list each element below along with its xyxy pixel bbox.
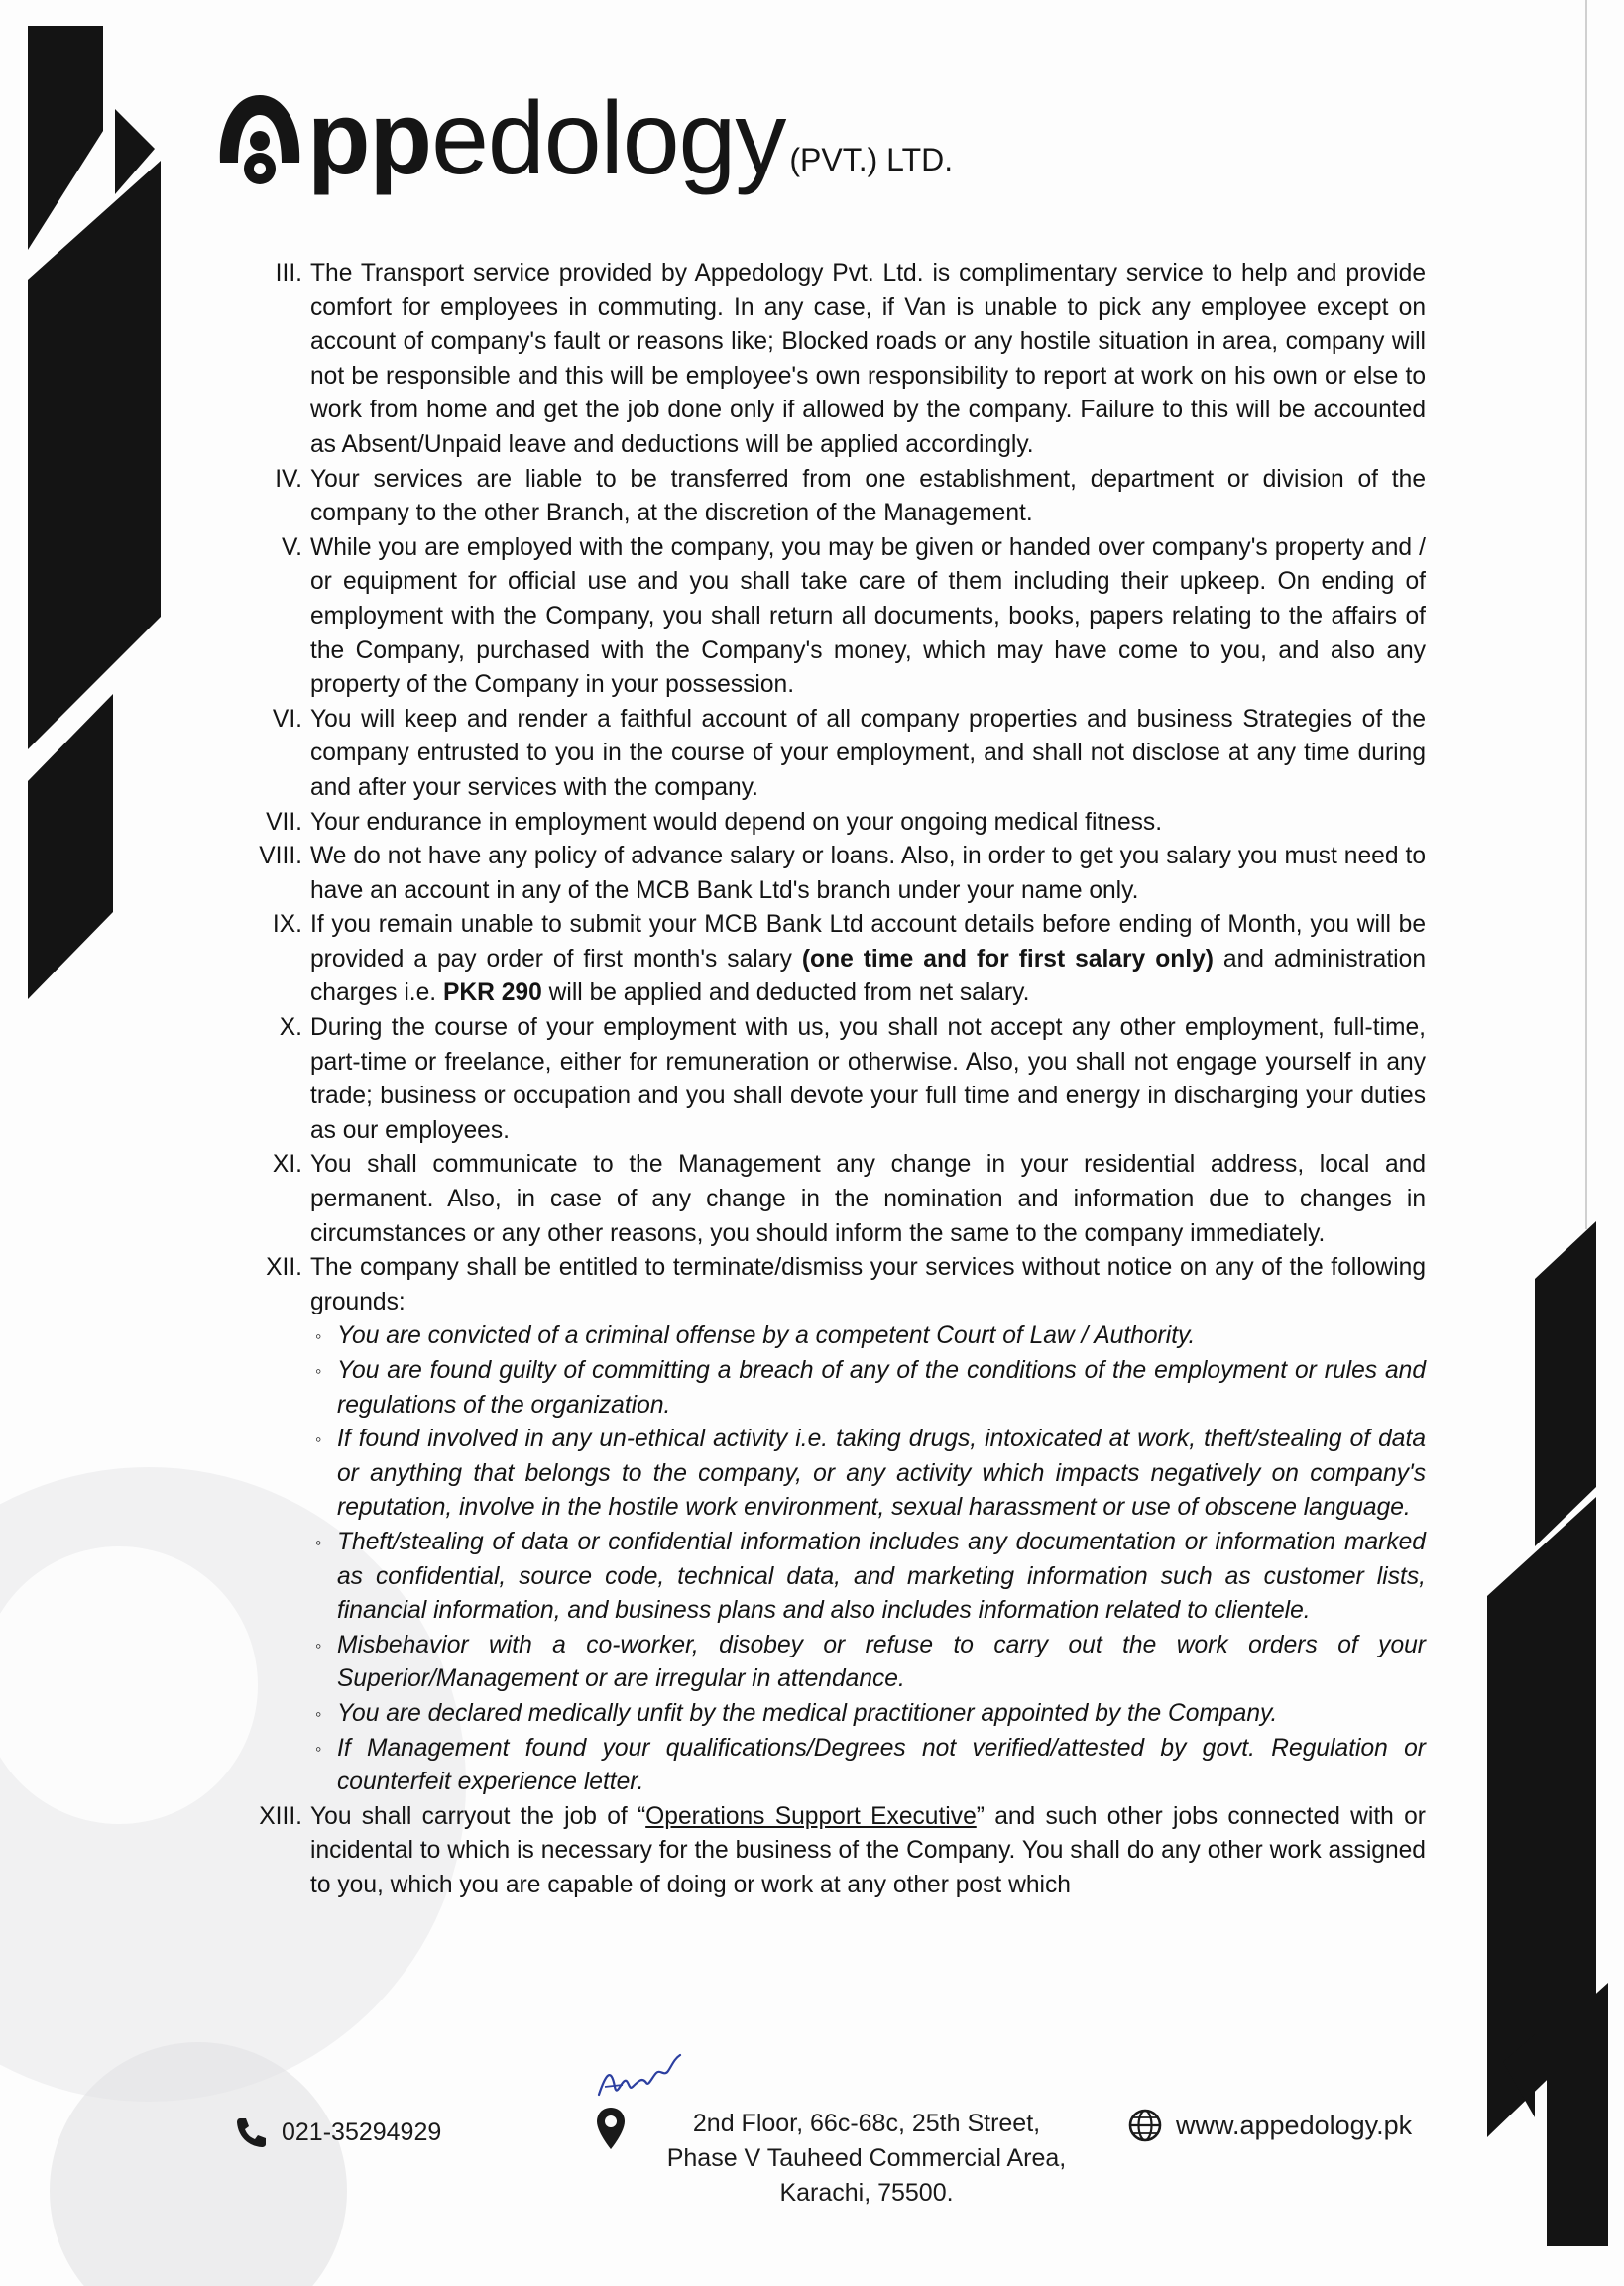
clause-xii: XII. The company shall be entitled to terminate/dismiss your services without notice on any of the following grounds: <box>266 1254 1426 1315</box>
list-item: ◦ If found involved in any un-ethical activity i.e. taking drugs, intoxicated at work, theft/stealing of data or anything that belongs to the company, or any activity which impacts negatively on company's reputation, involve in the hostile work environment, sexual harassment or use of obscene language. <box>315 1423 1426 1526</box>
clause-x: X. During the course of your employment with us, you shall not accept any other employment, full-time, part-time or freelance, either for remuneration or otherwise. Also, you shall not engage yourself in any trade; business or occupation and you shall devote your full time and energy in discharging your duties as our employees. <box>279 1014 1426 1144</box>
job-title: Operations Support Executive <box>645 1802 977 1830</box>
list-item: ◦ Theft/stealing of data or confidential information includes any documentation or information marked as confidential, source code, technical data, and marketing information such as customer lists, financial information, and business plans and also includes information related to clientele. <box>315 1526 1426 1629</box>
handwritten-signature <box>595 2047 684 2107</box>
globe-icon <box>1128 2109 1162 2142</box>
list-item: ◦ If Management found your qualifications/Degrees not verified/attested by govt. Regulation or counterfeit experience letter. <box>315 1732 1426 1800</box>
location-pin-icon <box>595 2107 627 2150</box>
clause-vi: VI. You will keep and render a faithful account of all company properties and business Strategies of the company entrusted to you in the course of your employment, and shall not disclose at any time during and after your services with the company. <box>272 705 1426 801</box>
brand-suffix: (PVT.) LTD. <box>789 142 954 177</box>
brand-name: ppedology <box>307 81 786 196</box>
clause-v: V. While you are employed with the company, you may be given or handed over company's property and / or equipment for official use and you shall take care of them including their upkeep. On ending of employment with the Company, you shall return all documents, books, papers relating to the affairs of the Company, purchased with the Company's money, which may have come to you, and also any property of the Company in your possession. <box>282 533 1426 699</box>
clause-xi: XI. You shall communicate to the Management any change in your residential address, local and permanent. Also, in case of any change in the nomination and information due to changes in circumstances or any other reasons, you should inform the same to the company immediately. <box>272 1151 1426 1247</box>
footer-phone: 021-35294929 <box>234 2116 441 2148</box>
list-item: ◦ You are convicted of a criminal offense by a competent Court of Law / Authority. <box>315 1319 1426 1354</box>
admin-charge-amount: PKR 290 <box>442 979 542 1007</box>
list-item: ◦ You are found guilty of committing a breach of any of the conditions of the employment or rules and regulations of the organization. <box>315 1354 1426 1423</box>
termination-grounds-list <box>315 1319 1426 1799</box>
clause-iv: IV. Your services are liable to be transferred from one establishment, department or division of the company to the other Branch, at the discretion of the Management. <box>275 465 1426 527</box>
clause-iii: III. The Transport service provided by Appedology Pvt. Ltd. is complimentary service to help and provide comfort for employees in commuting. In any case, if Van is unable to pick any employee except on account of company's fault or reasons like; Blocked roads or any hostile situation in area, company will not be responsible and this will be employee's own responsibility to report at work on his own or else to work from home and get the job done only if allowed by the company. Failure to this will be accounted as Absent/Unpaid leave and deductions will be applied accordingly. <box>275 260 1426 458</box>
logo-a-mark-icon <box>212 91 307 190</box>
list-item: ◦ Misbehavior with a co-worker, disobey or refuse to carry out the work orders of your Superior/Management or are irregular in attendance. <box>315 1629 1426 1697</box>
clause-vii: VII. Your endurance in employment would depend on your ongoing medical fitness. <box>266 808 1163 836</box>
list-item: ◦ You are declared medically unfit by the medical practitioner appointed by the Company. <box>315 1697 1426 1732</box>
company-logo <box>212 81 954 196</box>
clause-xiii: XIII. You shall carryout the job of “Operations Support Executive” and such other jobs connected with or incidental to which is necessary for the business of the Company. You shall do any other work assigned to you, which you are capable of doing or work at any other post which <box>259 1802 1426 1898</box>
footer-website: www.appedology.pk <box>1128 2109 1412 2142</box>
first-salary-note: (one time and for first salary only) <box>801 945 1214 972</box>
phone-icon <box>234 2116 268 2148</box>
footer-address: 2nd Floor, 66c-68c, 25th Street, Phase V Tauheed Commercial Area, Karachi, 75500. <box>595 2107 1085 2211</box>
letter-footer <box>0 2107 1624 2206</box>
clause-ix: IX. If you remain unable to submit your MCB Bank Ltd account details before ending of Month, you will be provided a pay order of first month's salary (one time and for first salary only) and administration charges i.e. PKR 290 will be applied and deducted from net salary. <box>272 911 1426 1007</box>
clause-viii: VIII. We do not have any policy of advance salary or loans. Also, in order to get you salary you must need to have an account in any of the MCB Bank Ltd's branch under your name only. <box>259 843 1426 904</box>
letter-body <box>246 257 1426 1903</box>
